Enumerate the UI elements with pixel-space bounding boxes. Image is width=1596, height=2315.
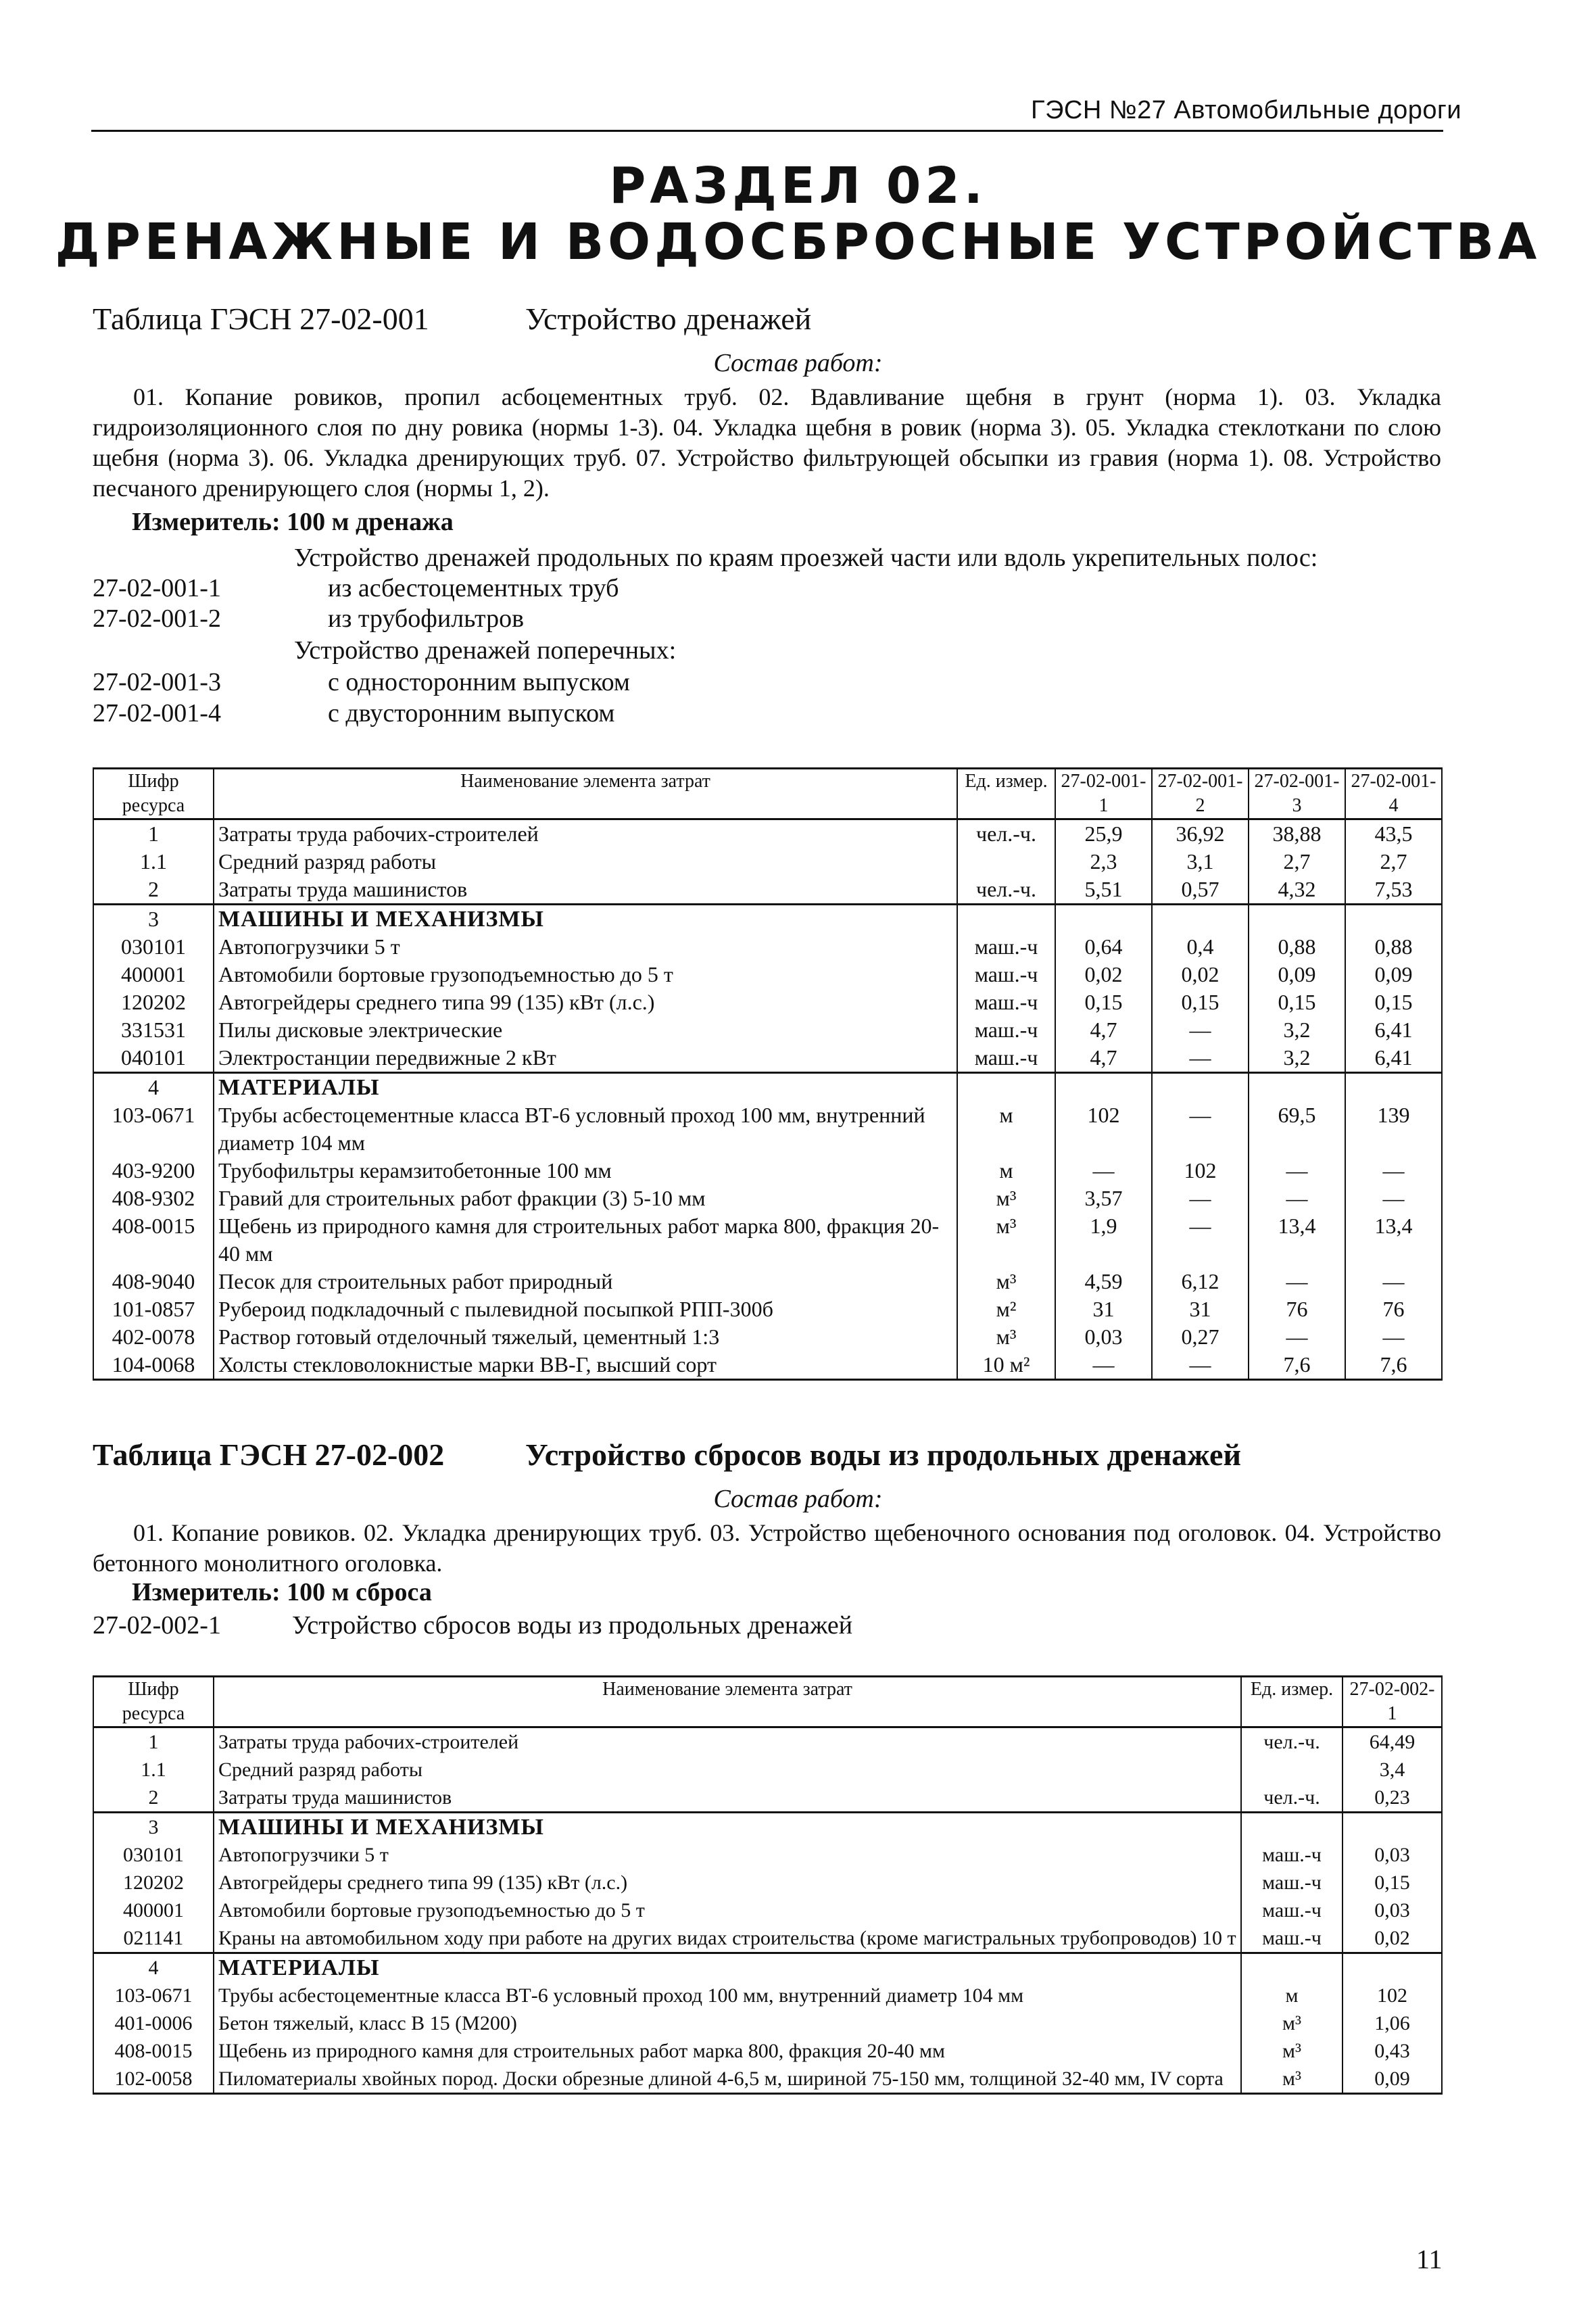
cell-v2: 2,7 xyxy=(1249,848,1345,876)
cell-v3 xyxy=(1345,1073,1442,1102)
table-row xyxy=(93,848,1442,876)
cell-unit xyxy=(1241,1813,1343,1842)
cell-v1: — xyxy=(1152,1016,1249,1044)
cell-v0 xyxy=(1055,1073,1152,1102)
cell-unit xyxy=(1241,1756,1343,1784)
cell-name: Холсты стекловолокнистые марки ВВ-Г, высший сорт xyxy=(214,1351,957,1380)
cell-v1: 102 xyxy=(1152,1157,1249,1185)
cell-code: 1 xyxy=(93,1727,214,1757)
cell-name: Бетон тяжелый, класс В 15 (М200) xyxy=(214,2009,1241,2037)
table-row xyxy=(93,1869,1442,1896)
cell-unit: м xyxy=(957,1157,1055,1185)
cell-unit: маш.-ч xyxy=(957,933,1055,961)
cell-unit: маш.-ч xyxy=(957,1016,1055,1044)
section-number: РАЗДЕЛ 02. xyxy=(609,157,987,215)
cell-unit: м xyxy=(1241,1982,1343,2009)
cell-v3: — xyxy=(1345,1185,1442,1212)
table1-body xyxy=(93,769,1442,1380)
cell-code: 403-9200 xyxy=(93,1157,214,1185)
cell-v3: — xyxy=(1345,1157,1442,1185)
cell-v3: 0,15 xyxy=(1345,988,1442,1016)
cell-v1: — xyxy=(1152,1185,1249,1212)
cell-v3: — xyxy=(1345,1323,1442,1351)
norm-group-label: Устройство дренажей поперечных: xyxy=(294,636,677,665)
cell-name: Щебень из природного камня для строительных работ марка 800, фракция 20-40 мм xyxy=(214,1212,957,1268)
cell-unit: чел.-ч. xyxy=(1241,1784,1343,1813)
cell-v1: — xyxy=(1152,1212,1249,1268)
cell-unit: 10 м² xyxy=(957,1351,1055,1380)
cell-v1 xyxy=(1152,1073,1249,1102)
header-rule xyxy=(91,130,1443,132)
cell-unit xyxy=(957,848,1055,876)
cell-value: 0,02 xyxy=(1343,1924,1442,1953)
table1-meter xyxy=(132,507,454,537)
cell-name: Затраты труда машинистов xyxy=(214,1784,1241,1813)
cell-v1: 0,15 xyxy=(1152,988,1249,1016)
cell-value: 64,49 xyxy=(1343,1727,1442,1757)
table2-meter-label: Измеритель: xyxy=(132,1578,281,1606)
cell-v1: 3,1 xyxy=(1152,848,1249,876)
cell-v1: 0,27 xyxy=(1152,1323,1249,1351)
cell-name: Автопогрузчики 5 т xyxy=(214,933,957,961)
cell-code: 030101 xyxy=(93,933,214,961)
cell-v0: 3,57 xyxy=(1055,1185,1152,1212)
cell-v0: 0,64 xyxy=(1055,933,1152,961)
cell-name: Гравий для строительных работ фракции (3) 5-10 мм xyxy=(214,1185,957,1212)
table-row xyxy=(93,1896,1442,1924)
norm-text: с односторонним выпуском xyxy=(328,668,630,696)
cell-v3: 7,6 xyxy=(1345,1351,1442,1380)
cell-v2: 3,2 xyxy=(1249,1016,1345,1044)
header-cell: 27-02-001-4 xyxy=(1345,769,1442,819)
page-number: 11 xyxy=(1416,2244,1443,2274)
cell-code: 102-0058 xyxy=(93,2065,214,2094)
norm-code: 27-02-001-3 xyxy=(93,668,221,696)
cell-code: 408-9040 xyxy=(93,1268,214,1295)
table-row xyxy=(93,1756,1442,1784)
cell-code: 101-0857 xyxy=(93,1295,214,1323)
cell-v3: 43,5 xyxy=(1345,819,1442,849)
cell-v3: 13,4 xyxy=(1345,1212,1442,1268)
cell-v3: 6,41 xyxy=(1345,1044,1442,1073)
table-row xyxy=(93,988,1442,1016)
cell-v0: 102 xyxy=(1055,1101,1152,1157)
cell-unit xyxy=(957,905,1055,934)
table-row xyxy=(93,1044,1442,1073)
cell-value: 102 xyxy=(1343,1982,1442,2009)
cell-v1 xyxy=(1152,905,1249,934)
cell-code: 1.1 xyxy=(93,848,214,876)
cell-value: 0,09 xyxy=(1343,2065,1442,2094)
table2-body xyxy=(93,1677,1442,2094)
table-row xyxy=(93,1016,1442,1044)
header-cell: Ед. измер. xyxy=(1241,1677,1343,1727)
cell-code: 104-0068 xyxy=(93,1351,214,1380)
cell-name: Щебень из природного камня для строительных работ марка 800, фракция 20-40 мм xyxy=(214,2037,1241,2065)
table-row xyxy=(93,1212,1442,1268)
cell-code: 040101 xyxy=(93,1044,214,1073)
table-row xyxy=(93,876,1442,905)
cell-v2: — xyxy=(1249,1268,1345,1295)
header-cell: Наименование элемента затрат xyxy=(214,769,957,819)
table-header-row xyxy=(93,1677,1442,1727)
cell-name: МАШИНЫ И МЕХАНИЗМЫ xyxy=(214,905,957,934)
cell-v3: 6,41 xyxy=(1345,1016,1442,1044)
cell-unit: м³ xyxy=(957,1185,1055,1212)
cell-value: 0,03 xyxy=(1343,1841,1442,1869)
table2-code: Таблица ГЭСН 27-02-002 xyxy=(93,1437,445,1472)
cell-name: Рубероид подкладочный с пылевидной посыпкой РПП-300б xyxy=(214,1295,957,1323)
cell-v3: — xyxy=(1345,1268,1442,1295)
cell-v1: — xyxy=(1152,1044,1249,1073)
cell-unit xyxy=(1241,1953,1343,1982)
cell-unit: маш.-ч xyxy=(1241,1841,1343,1869)
table-row xyxy=(93,1101,1442,1157)
cell-unit: м³ xyxy=(1241,2009,1343,2037)
cell-value: 0,15 xyxy=(1343,1869,1442,1896)
table-row xyxy=(93,1295,1442,1323)
cell-v0: 2,3 xyxy=(1055,848,1152,876)
cell-unit: м² xyxy=(957,1295,1055,1323)
cell-value xyxy=(1343,1813,1442,1842)
table-row xyxy=(93,2037,1442,2065)
cell-v2 xyxy=(1249,905,1345,934)
cell-value: 0,43 xyxy=(1343,2037,1442,2065)
cell-unit: м³ xyxy=(957,1212,1055,1268)
table-row xyxy=(93,1351,1442,1380)
cell-v0: — xyxy=(1055,1351,1152,1380)
header-cell: Ед. измер. xyxy=(957,769,1055,819)
cell-name: Средний разряд работы xyxy=(214,848,957,876)
cell-v2 xyxy=(1249,1073,1345,1102)
cell-name: Затраты труда рабочих-строителей xyxy=(214,1727,1241,1757)
header-cell: Наименование элемента затрат xyxy=(214,1677,1241,1727)
norm-group-label: Устройство дренажей продольных по краям проезжей части или вдоль укрепительных полос: xyxy=(294,544,1318,572)
cell-v2: 0,09 xyxy=(1249,961,1345,988)
cell-code: 103-0671 xyxy=(93,1982,214,2009)
table2-meter xyxy=(132,1577,432,1607)
cell-code: 1.1 xyxy=(93,1756,214,1784)
header-cell: Шифр ресурса xyxy=(93,769,214,819)
cell-name: Автогрейдеры среднего типа 99 (135) кВт (л.с.) xyxy=(214,1869,1241,1896)
cell-value xyxy=(1343,1953,1442,1982)
cell-code: 402-0078 xyxy=(93,1323,214,1351)
header-cell: 27-02-001-2 xyxy=(1152,769,1249,819)
cell-name: МАШИНЫ И МЕХАНИЗМЫ xyxy=(214,1813,1241,1842)
table-row xyxy=(93,1813,1442,1842)
cell-name: Затраты труда машинистов xyxy=(214,876,957,905)
cell-unit: м³ xyxy=(1241,2037,1343,2065)
cell-v0: 0,15 xyxy=(1055,988,1152,1016)
cell-value: 0,03 xyxy=(1343,1896,1442,1924)
norm-text: из трубофильтров xyxy=(328,604,525,633)
cell-v2: 76 xyxy=(1249,1295,1345,1323)
cell-v2: 4,32 xyxy=(1249,876,1345,905)
cell-name: Автомобили бортовые грузоподъемностью до 5 т xyxy=(214,1896,1241,1924)
cell-value: 3,4 xyxy=(1343,1756,1442,1784)
cell-v0: 0,03 xyxy=(1055,1323,1152,1351)
cell-unit: маш.-ч xyxy=(1241,1896,1343,1924)
cell-v0: 4,59 xyxy=(1055,1268,1152,1295)
table-row xyxy=(93,1784,1442,1813)
cell-v1: 6,12 xyxy=(1152,1268,1249,1295)
table1-title: Устройство дренажей xyxy=(525,302,812,336)
norm-code: 27-02-001-2 xyxy=(93,604,221,633)
cell-code: 021141 xyxy=(93,1924,214,1953)
norm-code: 27-02-001-1 xyxy=(93,574,221,602)
cell-v2: 3,2 xyxy=(1249,1044,1345,1073)
cell-v1: 0,57 xyxy=(1152,876,1249,905)
cell-unit xyxy=(957,1073,1055,1102)
cell-name: Автомобили бортовые грузоподъемностью до 5 т xyxy=(214,961,957,988)
table2-title: Устройство сбросов воды из продольных дренажей xyxy=(525,1437,1241,1472)
cell-code: 331531 xyxy=(93,1016,214,1044)
table-row xyxy=(93,1727,1442,1757)
cell-v2: 69,5 xyxy=(1249,1101,1345,1157)
cell-code: 3 xyxy=(93,1813,214,1842)
cell-unit: маш.-ч xyxy=(1241,1924,1343,1953)
cell-v3: 7,53 xyxy=(1345,876,1442,905)
cell-code: 120202 xyxy=(93,1869,214,1896)
table-row xyxy=(93,905,1442,934)
table2-work-label: Состав работ: xyxy=(713,1485,883,1513)
cell-v2: — xyxy=(1249,1323,1345,1351)
table2-heading xyxy=(93,1437,1241,1473)
cell-code: 401-0006 xyxy=(93,2009,214,2037)
cell-name: Раствор готовый отделочный тяжелый, цементный 1:3 xyxy=(214,1323,957,1351)
cell-v1: — xyxy=(1152,1351,1249,1380)
cell-unit: м³ xyxy=(957,1323,1055,1351)
cell-code: 030101 xyxy=(93,1841,214,1869)
cell-v3: 76 xyxy=(1345,1295,1442,1323)
cell-name: Пилы дисковые электрические xyxy=(214,1016,957,1044)
table-row xyxy=(93,1924,1442,1953)
cell-code: 103-0671 xyxy=(93,1101,214,1157)
cell-code: 408-9302 xyxy=(93,1185,214,1212)
cell-v0: 31 xyxy=(1055,1295,1152,1323)
table-row xyxy=(93,1841,1442,1869)
table-row xyxy=(93,1157,1442,1185)
norm-text: с двусторонним выпуском xyxy=(328,699,615,727)
cell-value: 1,06 xyxy=(1343,2009,1442,2037)
cell-name: Трубофильтры керамзитобетонные 100 мм xyxy=(214,1157,957,1185)
cell-unit: чел.-ч. xyxy=(957,876,1055,905)
cell-name: Автогрейдеры среднего типа 99 (135) кВт (л.с.) xyxy=(214,988,957,1016)
header-cell: 27-02-002-1 xyxy=(1343,1677,1442,1727)
cell-unit: маш.-ч xyxy=(957,988,1055,1016)
cell-code: 408-0015 xyxy=(93,2037,214,2065)
cell-v1: 31 xyxy=(1152,1295,1249,1323)
table-row xyxy=(93,961,1442,988)
cell-v0: — xyxy=(1055,1157,1152,1185)
cell-unit: м³ xyxy=(1241,2065,1343,2094)
table-row xyxy=(93,933,1442,961)
table-row xyxy=(93,819,1442,849)
cell-code: 408-0015 xyxy=(93,1212,214,1268)
table1-work-label: Состав работ: xyxy=(713,349,883,377)
cell-name: Автопогрузчики 5 т xyxy=(214,1841,1241,1869)
cell-v2: 0,88 xyxy=(1249,933,1345,961)
cell-code: 4 xyxy=(93,1073,214,1102)
norm-code: 27-02-002-1 xyxy=(93,1611,221,1640)
cell-code: 400001 xyxy=(93,961,214,988)
table2-work-text: 01. Копание ровиков. 02. Укладка дренирующих труб. 03. Устройство щебеночного основания под оголовок. 04. Устройство бетонного монолитного оголовка. xyxy=(93,1519,1441,1577)
cell-v1: — xyxy=(1152,1101,1249,1157)
table-row xyxy=(93,2065,1442,2094)
cell-code: 2 xyxy=(93,876,214,905)
cell-v0: 1,9 xyxy=(1055,1212,1152,1268)
table1-meter-label: Измеритель: xyxy=(132,508,281,536)
cell-unit: м xyxy=(957,1101,1055,1157)
cell-name: Средний разряд работы xyxy=(214,1756,1241,1784)
cell-code: 400001 xyxy=(93,1896,214,1924)
table1-meter-value: 100 м дренажа xyxy=(287,508,454,536)
table-row xyxy=(93,1323,1442,1351)
cell-v2: 13,4 xyxy=(1249,1212,1345,1268)
cell-v2: 38,88 xyxy=(1249,819,1345,849)
running-header: ГЭСН №27 Автомобильные дороги xyxy=(1031,96,1462,124)
table-row xyxy=(93,1982,1442,2009)
cell-name: Электростанции передвижные 2 кВт xyxy=(214,1044,957,1073)
table-row xyxy=(93,2009,1442,2037)
table1-code: Таблица ГЭСН 27-02-001 xyxy=(93,302,429,336)
cell-name: МАТЕРИАЛЫ xyxy=(214,1953,1241,1982)
cell-unit: маш.-ч xyxy=(957,1044,1055,1073)
cell-name: МАТЕРИАЛЫ xyxy=(214,1073,957,1102)
table-row xyxy=(93,1953,1442,1982)
cell-v3: 139 xyxy=(1345,1101,1442,1157)
cell-unit: маш.-ч xyxy=(957,961,1055,988)
cell-v0: 25,9 xyxy=(1055,819,1152,849)
table1-heading xyxy=(93,301,811,337)
cell-name: Песок для строительных работ природный xyxy=(214,1268,957,1295)
cell-name: Трубы асбестоцементные класса ВТ-6 условный проход 100 мм, внутренний диаметр 104 мм xyxy=(214,1101,957,1157)
cell-v3: 0,88 xyxy=(1345,933,1442,961)
cell-v0 xyxy=(1055,905,1152,934)
cell-v1: 36,92 xyxy=(1152,819,1249,849)
cell-code: 1 xyxy=(93,819,214,849)
cell-v0: 4,7 xyxy=(1055,1016,1152,1044)
cell-v2: 7,6 xyxy=(1249,1351,1345,1380)
table-row xyxy=(93,1185,1442,1212)
cell-name: Пиломатериалы хвойных пород. Доски обрезные длиной 4-6,5 м, шириной 75-150 мм, толщиной 32-40 мм, IV сорта xyxy=(214,2065,1241,2094)
cell-v3 xyxy=(1345,905,1442,934)
cell-code: 120202 xyxy=(93,988,214,1016)
table2-meter-value: 100 м сброса xyxy=(287,1578,432,1606)
cell-v3: 0,09 xyxy=(1345,961,1442,988)
cell-v1: 0,4 xyxy=(1152,933,1249,961)
cell-name: Трубы асбестоцементные класса ВТ-6 условный проход 100 мм, внутренний диаметр 104 мм xyxy=(214,1982,1241,2009)
header-cell: 27-02-001-3 xyxy=(1249,769,1345,819)
table-row xyxy=(93,1268,1442,1295)
cell-unit: чел.-ч. xyxy=(1241,1727,1343,1757)
cell-code: 4 xyxy=(93,1953,214,1982)
table1-costs xyxy=(93,767,1443,1381)
cell-name: Краны на автомобильном ходу при работе на других видах строительства (кроме магистральных трубопроводов) 10 т xyxy=(214,1924,1241,1953)
cell-v2: — xyxy=(1249,1185,1345,1212)
cell-v2: — xyxy=(1249,1157,1345,1185)
norm-text: из асбестоцементных труб xyxy=(328,574,619,602)
norm-code: 27-02-001-4 xyxy=(93,699,221,727)
cell-unit: чел.-ч. xyxy=(957,819,1055,849)
cell-code: 3 xyxy=(93,905,214,934)
cell-name: Затраты труда рабочих-строителей xyxy=(214,819,957,849)
cell-v0: 0,02 xyxy=(1055,961,1152,988)
table2-costs xyxy=(93,1675,1443,2095)
table1-work-text: 01. Копание ровиков, пропил асбоцементных труб. 02. Вдавливание щебня в грунт (норма 1). 03. Укладка гидроизоляционного слоя по дну ровика (нормы 1-3). 04. Укладка щебня в ровик (норма 3). 05. Укладка стеклоткани по слою щебня (норма 3). 06. Укладка дренирующих труб. 07. Устройство фильтрующей обсыпки из гравия (норма 1). 08. Устройство песчаного дренирующего слоя (нормы 1, 2). xyxy=(93,383,1441,502)
cell-code: 2 xyxy=(93,1784,214,1813)
header-cell: 27-02-001-1 xyxy=(1055,769,1152,819)
cell-v1: 0,02 xyxy=(1152,961,1249,988)
cell-v0: 4,7 xyxy=(1055,1044,1152,1073)
cell-unit: маш.-ч xyxy=(1241,1869,1343,1896)
cell-unit: м³ xyxy=(957,1268,1055,1295)
cell-v3: 2,7 xyxy=(1345,848,1442,876)
section-title: ДРЕНАЖНЫЕ И ВОДОСБРОСНЫЕ УСТРОЙСТВА xyxy=(55,213,1541,271)
table-header-row xyxy=(93,769,1442,819)
norm-text: Устройство сбросов воды из продольных дренажей xyxy=(292,1611,853,1640)
table-row xyxy=(93,1073,1442,1102)
cell-value: 0,23 xyxy=(1343,1784,1442,1813)
cell-v0: 5,51 xyxy=(1055,876,1152,905)
cell-v2: 0,15 xyxy=(1249,988,1345,1016)
header-cell: Шифр ресурса xyxy=(93,1677,214,1727)
